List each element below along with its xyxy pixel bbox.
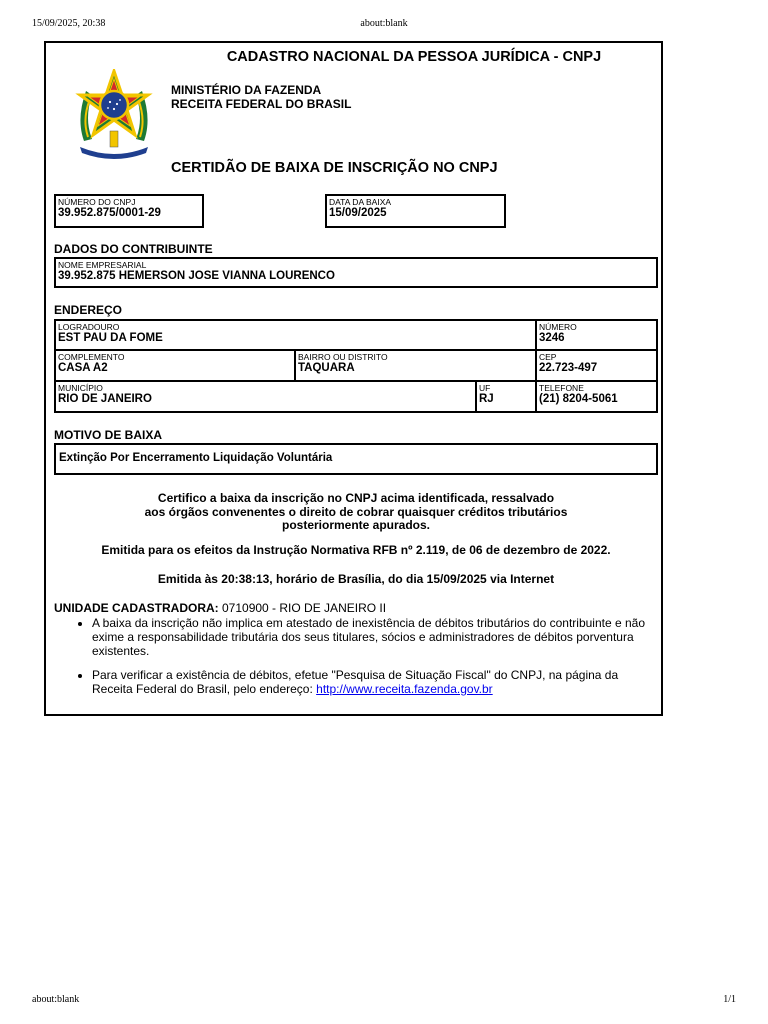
deregistration-date-field — [325, 194, 506, 228]
note-2-text: Para verificar a existência de débitos, efetue "Pesquisa de Situação Fiscal" do CNPJ, na página da Receita Federal do Brasil, pelo endereço: — [92, 668, 619, 696]
certificate-title: CERTIDÃO DE BAIXA DE INSCRIÇÃO NO CNPJ — [171, 160, 498, 176]
issuance-time-statement: Emitida às 20:38:13, horário de Brasília, do dia 15/09/2025 via Internet — [157, 572, 555, 586]
complement-label: COMPLEMENTO — [58, 352, 125, 362]
print-page-number: 1/1 — [723, 994, 736, 1005]
print-url: about:blank — [32, 994, 80, 1005]
district-field — [294, 349, 537, 382]
certificate — [44, 41, 663, 716]
taxpayer-section-title: DADOS DO CONTRIBUINTE — [54, 242, 213, 256]
street-label: LOGRADOURO — [58, 322, 120, 332]
certification-statement — [54, 492, 658, 533]
document-title: CADASTRO NACIONAL DA PESSOA JURÍDICA - CNPJ — [226, 49, 602, 65]
street-field — [54, 319, 537, 351]
registration-unit-label: UNIDADE CADASTRADORA: — [54, 601, 219, 615]
phone-field — [535, 380, 658, 413]
cnpj-value: 39.952.875/0001-29 — [58, 207, 161, 219]
business-name-value: 39.952.875 HEMERSON JOSE VIANNA LOURENCO — [58, 270, 335, 282]
business-name-label: NOME EMPRESARIAL — [58, 260, 147, 270]
deregistration-date-value: 15/09/2025 — [329, 207, 387, 219]
city-label: MUNICÍPIO — [58, 383, 103, 393]
cep-label: CEP — [539, 352, 557, 362]
address-section-title: ENDEREÇO — [54, 303, 123, 317]
receita-website-link[interactable]: http://www.receita.fazenda.gov.br — [316, 682, 493, 696]
uf-field — [475, 380, 537, 413]
agency-name: RECEITA FEDERAL DO BRASIL — [171, 97, 352, 111]
district-value: TAQUARA — [298, 362, 355, 374]
phone-value: (21) 8204-5061 — [539, 393, 618, 405]
reason-section-title: MOTIVO DE BAIXA — [54, 428, 163, 442]
certification-line-1: Certifico a baixa da inscrição no CNPJ acima identificada, ressalvado — [157, 491, 555, 505]
complement-field — [54, 349, 296, 382]
uf-value: RJ — [479, 393, 494, 405]
reason-value: Extinção Por Encerramento Liquidação Voluntária — [54, 443, 658, 475]
print-datetime: 15/09/2025, 20:38 — [32, 18, 106, 29]
certification-line-2: aos órgãos convenentes o direito de cobrar quaisquer créditos tributários — [144, 504, 568, 519]
number-field — [535, 319, 658, 351]
cnpj-field — [54, 194, 204, 228]
registration-unit-value: 0710900 - RIO DE JANEIRO II — [218, 601, 387, 615]
print-page-title: about:blank — [360, 18, 408, 29]
normative-statement: Emitida para os efeitos da Instrução Normativa RFB nº 2.119, de 06 de dezembro de 2022. — [101, 543, 611, 557]
brazil-coat-of-arms-icon — [70, 69, 158, 161]
cep-value: 22.723-497 — [539, 362, 598, 374]
deregistration-date-label: DATA DA BAIXA — [329, 197, 392, 207]
complement-value: CASA A2 — [58, 362, 108, 374]
business-name-field — [54, 257, 658, 288]
note-item: • A baixa da inscrição não implica em atestado de inexistência de débitos tributários do contribuinte e não exime a responsabilidade tributária dos seus titulares, sócios e administradores de débitos porventura existentes. — [92, 616, 660, 658]
cnpj-label: NÚMERO DO CNPJ — [58, 197, 136, 207]
district-label: BAIRRO OU DISTRITO — [298, 352, 388, 362]
city-field — [54, 380, 477, 413]
phone-label: TELEFONE — [539, 383, 584, 393]
number-value: 3246 — [539, 332, 565, 344]
ministry-name: MINISTÉRIO DA FAZENDA — [171, 83, 322, 97]
street-value: EST PAU DA FOME — [58, 332, 163, 344]
cep-field — [535, 349, 658, 382]
certification-line-3: posteriormente apurados. — [281, 518, 431, 532]
issuer-block — [171, 83, 351, 111]
city-value: RIO DE JANEIRO — [58, 393, 152, 405]
notes-list — [54, 616, 660, 706]
uf-label: UF — [479, 383, 491, 393]
note-item — [92, 668, 660, 696]
registration-unit — [54, 601, 386, 615]
number-label: NÚMERO — [539, 322, 577, 332]
